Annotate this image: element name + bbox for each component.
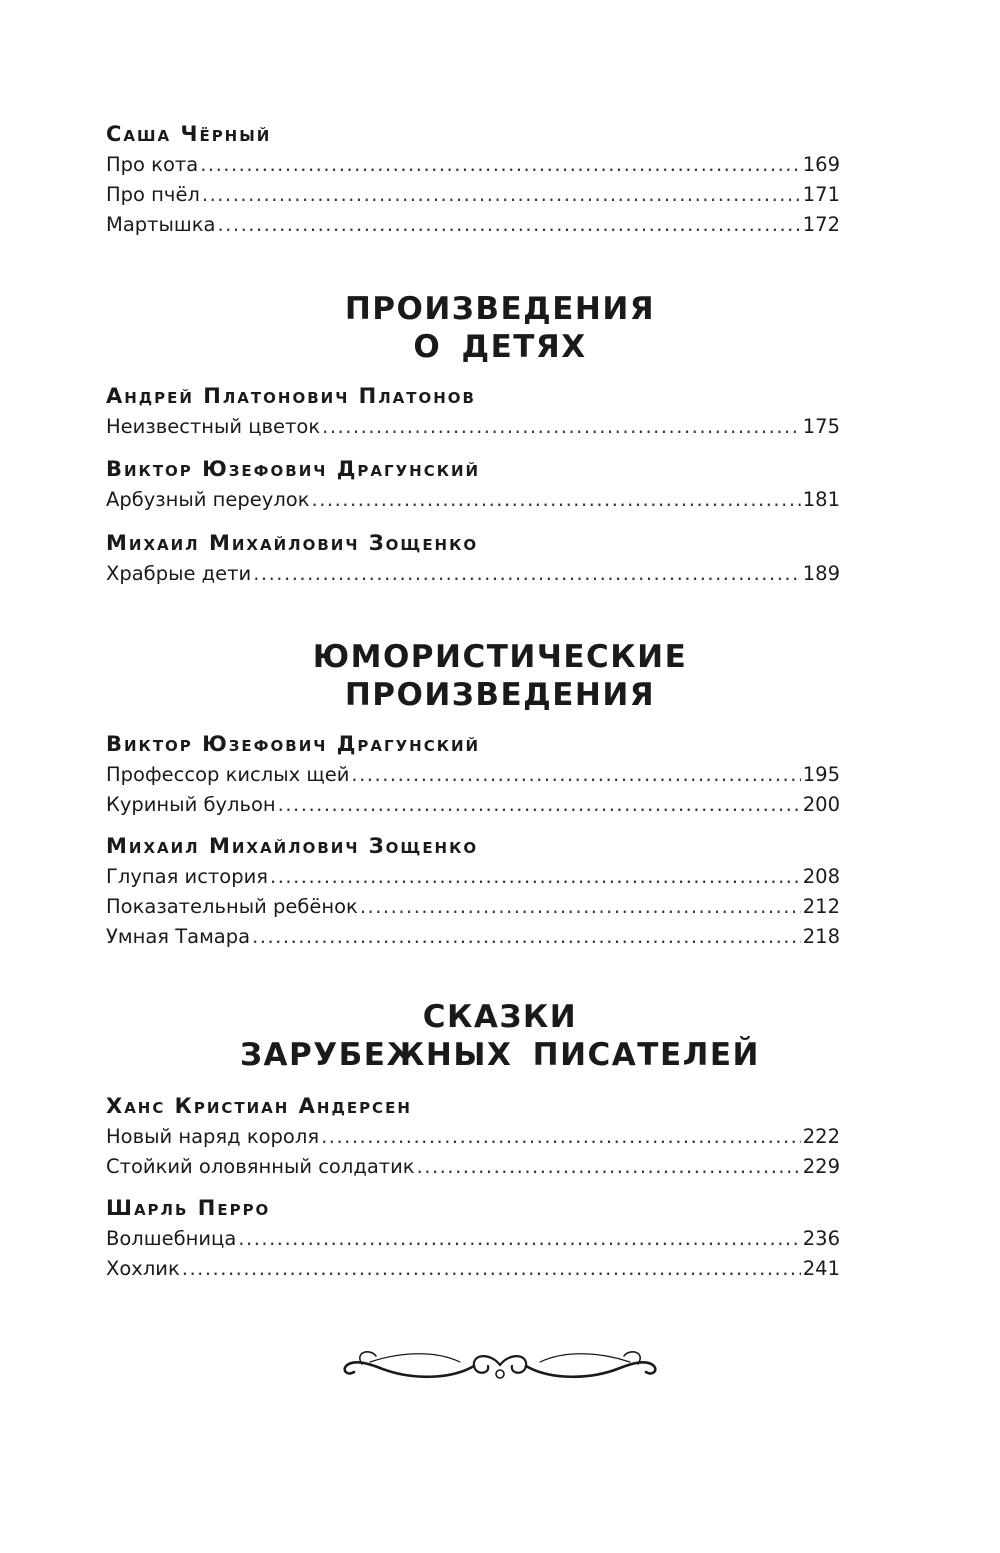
author-block — [106, 1090, 840, 1182]
toc-entry[interactable] — [106, 892, 840, 922]
author-name: Михаил Михайлович Зощенко — [106, 531, 479, 555]
entry-page: 169 — [802, 153, 840, 176]
entry-title: Куриный бульон — [106, 793, 276, 816]
dot-leader — [202, 180, 801, 210]
entry-page: 229 — [802, 1155, 840, 1178]
dot-leader — [321, 1122, 801, 1152]
author-name: Виктор Юзефович Драгунский — [106, 732, 481, 756]
dot-leader — [322, 412, 801, 442]
entry-title: Арбузный переулок — [106, 488, 310, 511]
dot-leader — [200, 150, 801, 180]
dot-leader — [270, 862, 801, 892]
entry-page: 208 — [802, 865, 840, 888]
entry-title: Неизвестный цветок — [106, 415, 321, 438]
entry-title: Мартышка — [106, 213, 216, 236]
toc-entry[interactable] — [106, 559, 840, 589]
dot-leader — [360, 892, 801, 922]
dot-leader — [312, 485, 801, 515]
entry-title: Стойкий оловянный солдатик — [106, 1155, 415, 1178]
section-title — [0, 998, 1000, 1074]
entry-page: 236 — [802, 1227, 840, 1250]
author-name: Виктор Юзефович Драгунский — [106, 457, 481, 481]
toc-entry[interactable] — [106, 150, 840, 180]
entry-page: 189 — [802, 562, 840, 585]
toc-entry[interactable] — [106, 485, 840, 515]
dot-leader — [417, 1152, 801, 1182]
author-block — [106, 728, 840, 820]
section-title-line: ПРОИЗВЕДЕНИЯ — [344, 677, 656, 713]
toc-entry[interactable] — [106, 1152, 840, 1182]
author-name: Андрей Платонович Платонов — [106, 384, 476, 408]
toc-entry[interactable] — [106, 1254, 840, 1284]
section-title — [0, 290, 1000, 366]
author-block — [106, 1192, 840, 1284]
toc-entry[interactable] — [106, 1122, 840, 1152]
toc-entry[interactable] — [106, 412, 840, 442]
entry-title: Профессор кислых щей — [106, 763, 350, 786]
toc-entry[interactable] — [106, 1224, 840, 1254]
toc-entry[interactable] — [106, 760, 840, 790]
entry-page: 212 — [802, 895, 840, 918]
entry-title: Волшебница — [106, 1227, 237, 1250]
section-title-line: ПРОИЗВЕДЕНИЯ — [344, 291, 656, 327]
toc-entry[interactable] — [106, 790, 840, 820]
dot-leader — [278, 790, 801, 820]
toc-entry[interactable] — [106, 862, 840, 892]
entry-title: Храбрые дети — [106, 562, 252, 585]
dot-leader — [253, 559, 801, 589]
author-block — [106, 453, 840, 515]
entry-title: Хохлик — [106, 1257, 180, 1280]
section-title-line: ЗАРУБЕЖНЫХ ПИСАТЕЛЕЙ — [240, 1037, 760, 1073]
toc-entry[interactable] — [106, 210, 840, 240]
author-name: Шарль Перро — [106, 1196, 271, 1220]
entry-page: 175 — [802, 415, 840, 438]
section-title-line: СКАЗКИ — [422, 999, 578, 1035]
author-name: Михаил Михайлович Зощенко — [106, 834, 479, 858]
author-block — [106, 830, 840, 952]
entry-title: Про кота — [106, 153, 199, 176]
entry-page: 222 — [802, 1125, 840, 1148]
entry-page: 195 — [802, 763, 840, 786]
entry-title: Про пчёл — [106, 183, 200, 206]
section-title-line: О ДЕТЯХ — [413, 329, 587, 365]
entry-page: 241 — [802, 1257, 840, 1280]
author-block — [106, 380, 840, 442]
entry-page: 218 — [802, 925, 840, 948]
author-name: Саша Чёрный — [106, 122, 272, 146]
section-title — [0, 638, 1000, 714]
entry-page: 171 — [802, 183, 840, 206]
entry-title: Показательный ребёнок — [106, 895, 358, 918]
author-name: Ханс Кристиан Андерсен — [106, 1094, 412, 1118]
dot-leader — [217, 210, 800, 240]
author-block — [106, 118, 840, 240]
dot-leader — [252, 922, 801, 952]
flourish-ornament-icon — [340, 1340, 660, 1390]
entry-title: Глупая история — [106, 865, 268, 888]
author-block — [106, 527, 840, 589]
entry-page: 181 — [802, 488, 840, 511]
section-title-line: ЮМОРИСТИЧЕСКИЕ — [312, 639, 688, 675]
entry-title: Новый наряд короля — [106, 1125, 320, 1148]
dot-leader — [238, 1224, 800, 1254]
toc-entry[interactable] — [106, 180, 840, 210]
dot-leader — [351, 760, 800, 790]
dot-leader — [182, 1254, 801, 1284]
entry-page: 200 — [802, 793, 840, 816]
toc-entry[interactable] — [106, 922, 840, 952]
entry-page: 172 — [802, 213, 840, 236]
entry-title: Умная Тамара — [106, 925, 251, 948]
